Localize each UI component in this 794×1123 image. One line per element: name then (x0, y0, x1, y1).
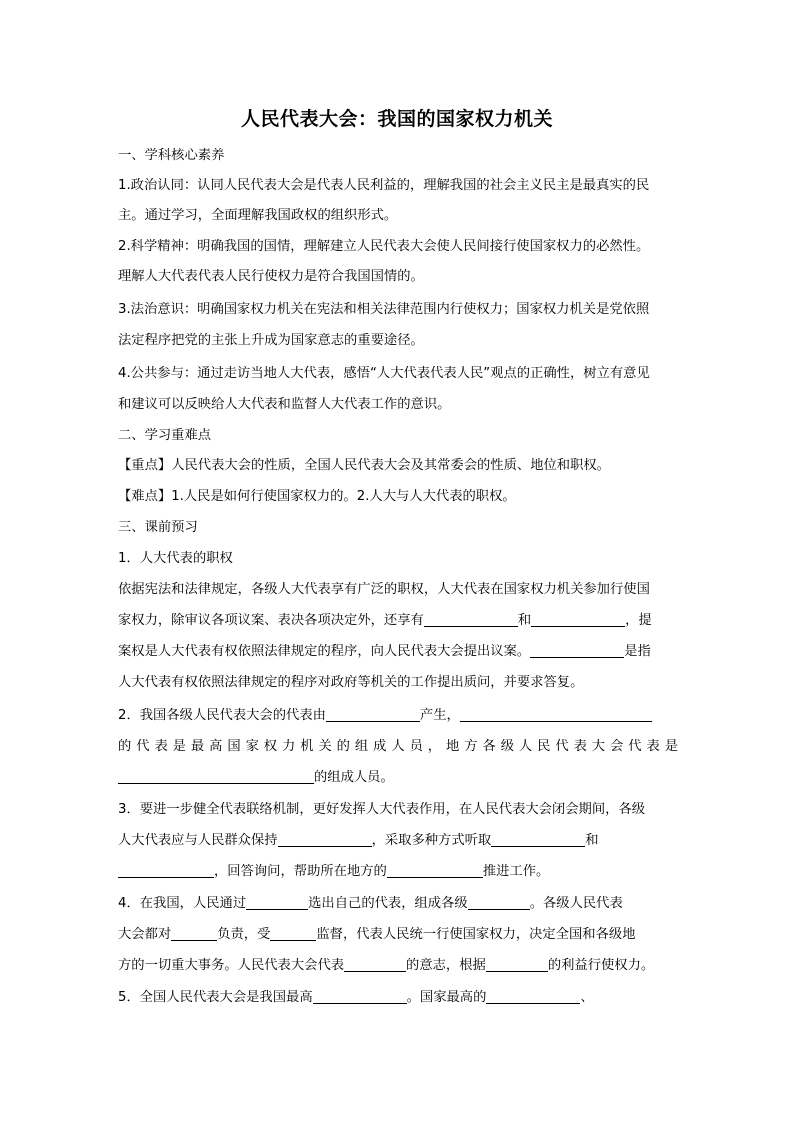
text-run: 大会都对 (118, 927, 172, 942)
question-2-line-3 (118, 768, 678, 788)
question-1-heading: 1．人大代表的职权 (118, 551, 233, 566)
page-title: 人民代表大会：我国的国家权力机关 (240, 108, 553, 130)
answer-blank[interactable] (486, 989, 580, 1004)
literacy-2-line-1: 2.科学精神：明确我国的国情，理解建立人民代表大会使人民间接行使国家权力的必然性。 (118, 239, 650, 254)
question-2-line-2: 的代表是最高国家权力机关的组成人员，地方各级人民代表大会代表是 (118, 739, 678, 754)
answer-blank[interactable] (118, 769, 314, 784)
literacy-1-line-2: 主。通过学习，全面理解我国政权的组织形式。 (118, 208, 398, 223)
keypoint-text: 1.人民是如何行使国家权力的。2.人大与人大代表的职权。 (171, 489, 516, 504)
question-1-line-3 (118, 642, 678, 662)
answer-blank[interactable] (387, 863, 483, 878)
question-3-line-3 (118, 862, 678, 882)
question-2-line-1 (118, 706, 678, 726)
text-run: 、 (580, 990, 594, 1005)
answer-blank[interactable] (326, 707, 420, 722)
text-run: 和 (585, 833, 599, 848)
answer-blank[interactable] (491, 832, 585, 847)
literacy-3-line-1: 3.法治意识：明确国家权力机关在宪法和相关法律范围内行使权力；国家权力机关是党依照 (118, 302, 650, 317)
question-5-line-1 (118, 988, 678, 1008)
literacy-4-line-1: 4.公共参与：通过走访当地人大代表，感悟“人大代表代表人民”观点的正确性，树立有意见 (118, 366, 650, 381)
answer-blank[interactable] (468, 895, 530, 910)
question-4-line-1 (118, 894, 678, 914)
text-run: 案权是人大代表有权依照法律规定的程序，向人民代表大会提出议案。 (118, 644, 531, 659)
answer-blank[interactable] (171, 926, 217, 941)
answer-blank[interactable] (246, 895, 308, 910)
question-1-line-1: 依据宪法和法律规定，各级人大代表享有广泛的职权，人大代表在国家权力机关参加行使国 (118, 582, 650, 597)
text-run: 。各级人民代表 (529, 896, 623, 911)
text-run: 产生， (419, 708, 460, 723)
text-run: 选出自己的代表，组成各级 (308, 896, 468, 911)
text-run: 4．在我国，人民通过 (118, 896, 247, 911)
keypoint-text: 人民代表大会的性质，全国人民代表大会及其常委会的性质、地位和职权。 (171, 458, 610, 473)
answer-blank[interactable] (278, 832, 372, 847)
section-heading-preview: 三、课前预习 (118, 520, 198, 535)
text-run: 人大代表应与人民群众保持 (118, 833, 278, 848)
literacy-2-line-2: 理解人大代表代表人民行使权力是符合我国国情的。 (118, 269, 424, 284)
question-1-line-4: 人大代表有权依照法律规定的程序对政府等机关的工作提出质问，并要求答复。 (118, 675, 584, 690)
text-run: ，提 (625, 613, 652, 628)
text-run: ，回答询问，帮助所在地方的 (214, 864, 387, 879)
section-heading-keypoints: 二、学习重难点 (118, 428, 212, 443)
answer-blank[interactable] (530, 643, 624, 658)
text-run: 。国家最高的 (406, 990, 487, 1005)
answer-blank[interactable] (531, 612, 625, 627)
answer-blank[interactable] (118, 863, 214, 878)
text-run: 的利益行使权力。 (547, 958, 655, 973)
text-run: 监督，代表人民统一行使国家权力，决定全国和各级地 (316, 927, 636, 942)
answer-blank[interactable] (270, 926, 316, 941)
question-3-line-1: 3．要进一步健全代表联络机制，更好发挥人大代表作用，在人民代表大会闭会期间，各级 (118, 802, 646, 817)
text-run: 推进工作。 (482, 864, 550, 879)
question-4-line-2 (118, 925, 678, 945)
text-run: 方的一切重大事务。人民代表大会代表 (118, 958, 345, 973)
keypoint-tag: 【重点】 (118, 458, 172, 473)
answer-blank[interactable] (313, 989, 407, 1004)
keypoint-zhongdian (118, 456, 678, 476)
answer-blank[interactable] (460, 707, 652, 722)
question-3-line-2 (118, 831, 678, 851)
text-run: 家权力，除审议各项议案、表决各项决定外，还享有 (118, 613, 424, 628)
text-run: 是指 (624, 644, 651, 659)
keypoint-tag: 【难点】 (118, 489, 172, 504)
literacy-3-line-2: 法定程序把党的主张上升成为国家意志的重要途径。 (118, 333, 424, 348)
question-1-line-2 (118, 611, 678, 631)
text-run: 5．全国人民代表大会是我国最高 (118, 990, 313, 1005)
section-heading-literacy: 一、学科核心素养 (118, 148, 225, 163)
answer-blank[interactable] (344, 957, 406, 972)
text-run: 和 (517, 613, 532, 628)
text-run: 2．我国各级人民代表大会的代表由 (118, 708, 326, 723)
text-run: 的组成人员。 (314, 770, 394, 785)
text-run: 的意志，根据 (406, 958, 486, 973)
literacy-4-line-2: 和建议可以反映给人大代表和监督人大代表工作的意识。 (118, 397, 451, 412)
answer-blank[interactable] (424, 612, 518, 627)
text-run: ，采取多种方式听取 (371, 833, 492, 848)
question-4-line-3 (118, 956, 678, 976)
text-run: 负责，受 (217, 927, 271, 942)
answer-blank[interactable] (486, 957, 548, 972)
keypoint-nandian (118, 487, 678, 507)
literacy-1-line-1: 1.政治认同：认同人民代表大会是代表人民利益的，理解我国的社会主义民主是最真实的民 (118, 178, 650, 193)
